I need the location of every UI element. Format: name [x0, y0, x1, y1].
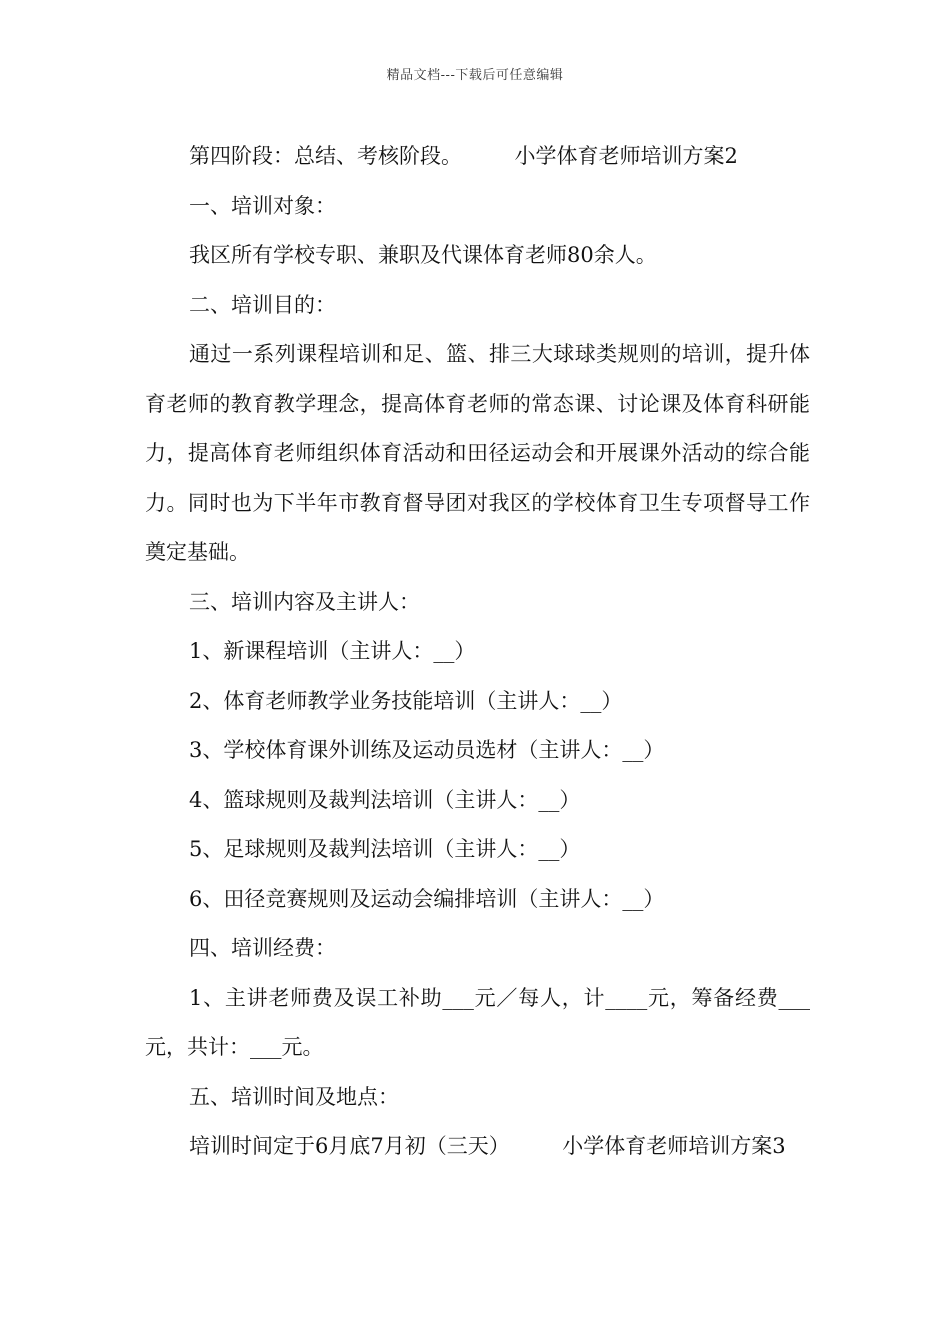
content-item-5: 5、足球规则及裁判法培训（主讲人：__）	[189, 837, 581, 861]
section-four-heading: 四、培训经费：	[189, 936, 336, 960]
section-one-heading: 一、培训对象：	[189, 193, 336, 218]
training-target-text: 我区所有学校专职、兼职及代课体育老师80余人。	[189, 243, 657, 267]
content-item-2: 2、体育老师教学业务技能培训（主讲人：__）	[189, 688, 623, 713]
section-two-heading: 二、培训目的：	[189, 292, 336, 317]
document-body	[145, 132, 810, 1172]
content-item-6: 6、田径竞赛规则及运动会编排培训（主讲人：__）	[189, 886, 665, 911]
stage-four-and-plan-two-title: 第四阶段：总结、考核阶段。 小学体育老师培训方案2	[189, 144, 738, 168]
training-time-text: 培训时间定于6月底7月初（三天） 小学体育老师培训方案3	[189, 1134, 786, 1158]
content-item-1: 1、新课程培训（主讲人：__）	[189, 639, 476, 663]
page-header: 精品文档---下载后可任意编辑	[386, 68, 564, 83]
funding-text: 1、主讲老师费及误工补助___元／每人，计____元，筹备经费___元，共计：___元。	[145, 985, 810, 1059]
content-item-4: 4、篮球规则及裁判法培训（主讲人：__）	[189, 787, 581, 812]
training-purpose-text: 通过一系列课程培训和足、篮、排三大球球类规则的培训，提升体育老师的教育教学理念，提高体育老师的常态课、讨论课及体育科研能力，提高体育老师组织体育活动和田径运动会和开展课外活动的综合能力。同时也为下半年市教育督导团对我区的学校体育卫生专项督导工作奠定基础。	[145, 342, 810, 564]
section-five-heading: 五、培训时间及地点：	[189, 1084, 399, 1109]
content-item-3: 3、学校体育课外训练及运动员选材（主讲人：__）	[189, 738, 665, 762]
section-three-heading: 三、培训内容及主讲人：	[189, 589, 420, 614]
